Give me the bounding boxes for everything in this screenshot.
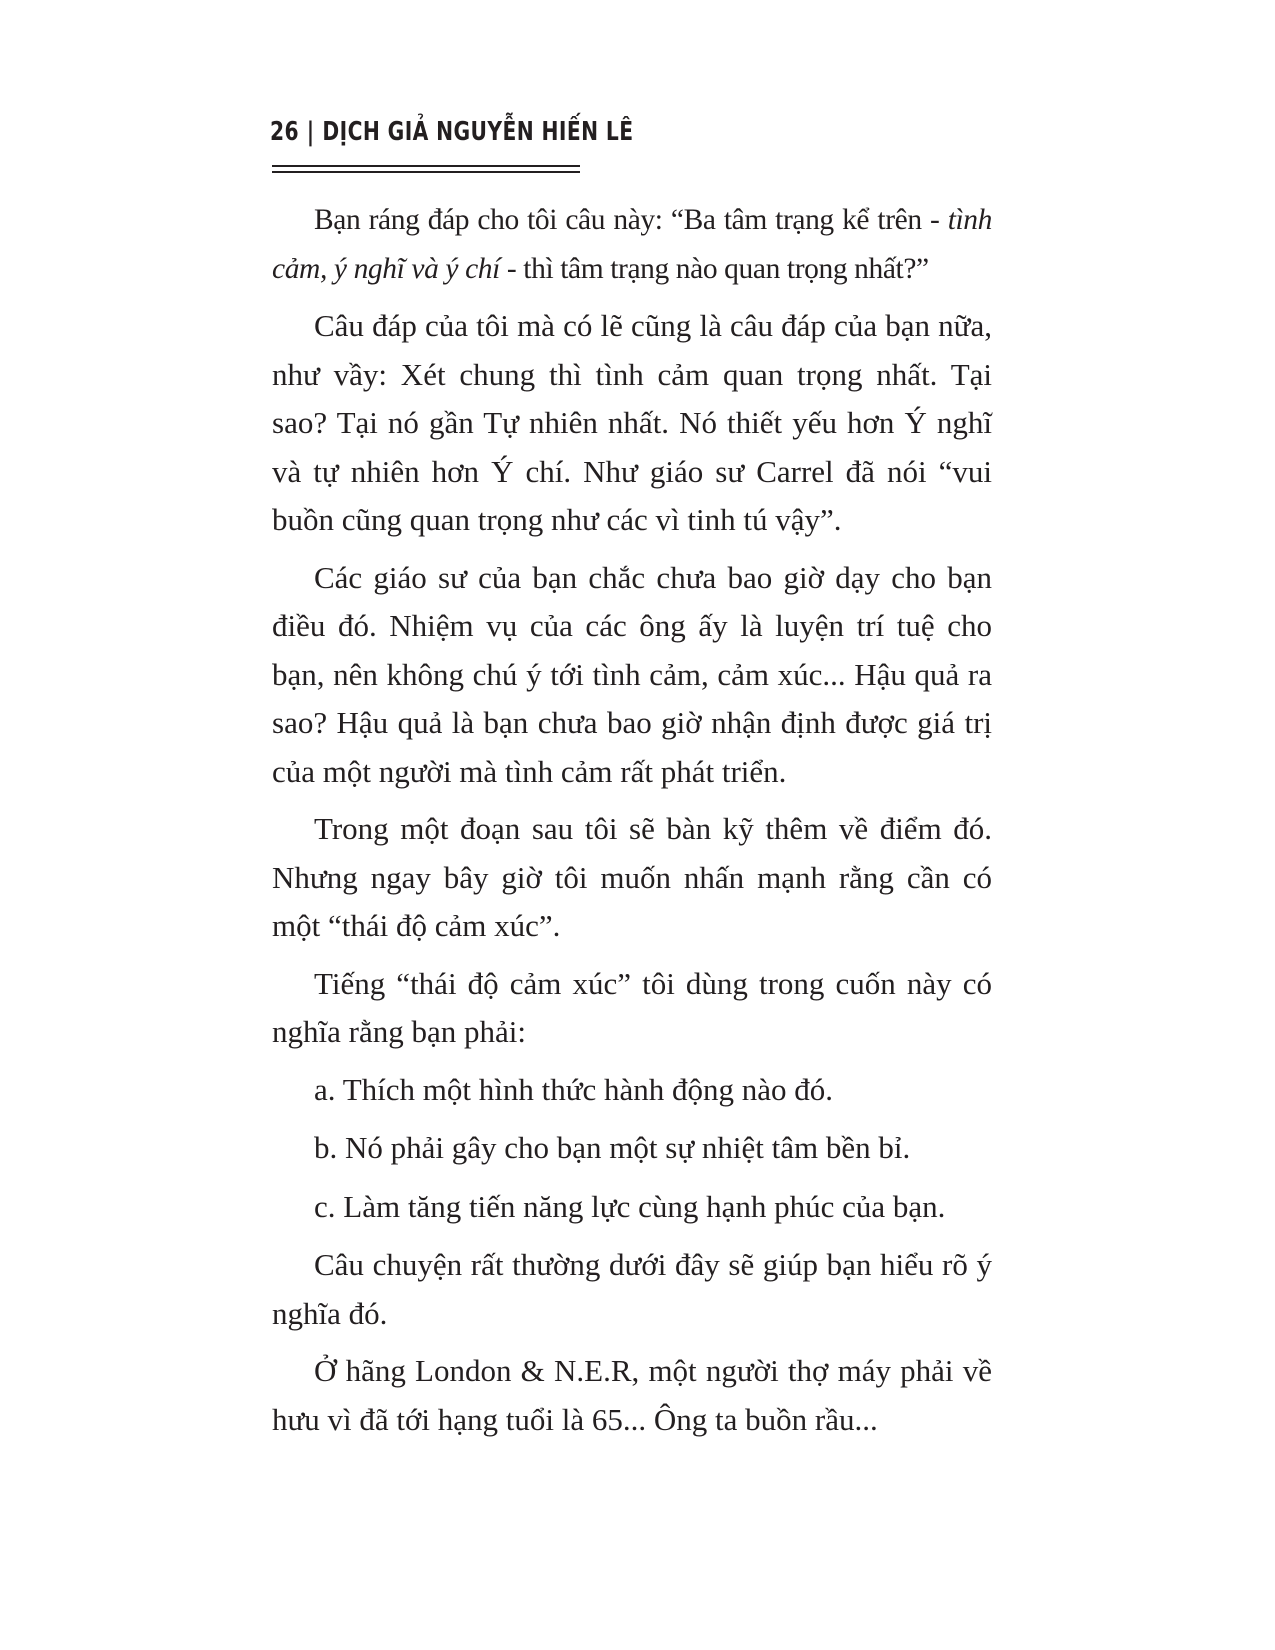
header-title: DỊCH GIẢ NGUYỄN HIẾN LÊ — [322, 117, 634, 147]
running-header — [270, 117, 633, 147]
header-rule-top — [272, 165, 580, 167]
paragraph-answer: Câu đáp của tôi mà có lẽ cũng là câu đáp của bạn nữa, như vầy: Xét chung thì tình cảm quan trọng nhất. Tại sao? Tại nó gần Tự nhiên nhất. Nó thiết yếu hơn Ý nghĩ và tự nhiên hơn Ý chí. Như giáo sư Carrel đã nói “vui buồn cũng quan trọng như các vì tinh tú vậy”. — [272, 308, 992, 537]
list-item-c: c. Làm tăng tiến năng lực cùng hạnh phúc của bạn. — [314, 1188, 946, 1224]
paragraph-question-text-a: Bạn ráng đáp cho tôi câu này: “Ba tâm trạng kể trên - — [314, 204, 948, 236]
paragraph-emotional-attitude: Trong một đoạn sau tôi sẽ bàn kỹ thêm về điểm đó. Nhưng ngay bây giờ tôi muốn nhấn mạnh rằng cần có một “thái độ cảm xúc”. — [272, 811, 992, 943]
header-rule-bottom — [272, 171, 580, 173]
paragraph-question — [272, 196, 992, 293]
paragraph-question-emphasis: tình cảm, ý nghĩ và ý chí — [272, 204, 992, 285]
page-body — [272, 196, 992, 1453]
list-item-b: b. Nó phải gây cho bạn một sự nhiệt tâm bền bỉ. — [314, 1130, 911, 1165]
paragraph-story: Ở hãng London & N.E.R, một người thợ máy phải về hưu vì đã tới hạng tuổi là 65... Ông ta buồn rầu... — [272, 1353, 992, 1437]
header-separator: | — [306, 117, 315, 147]
paragraph-professors: Các giáo sư của bạn chắc chưa bao giờ dạy cho bạn điều đó. Nhiệm vụ của các ông ấy là luyện trí tuệ cho bạn, nên không chú ý tới tình cảm, cảm xúc... Hậu quả ra sao? Hậu quả là bạn chưa bao giờ nhận định được giá trị của một người mà tình cảm rất phát triển. — [272, 559, 992, 789]
list-item-a: a. Thích một hình thức hành động nào đó. — [314, 1071, 834, 1107]
paragraph-story-intro: Câu chuyện rất thường dưới đây sẽ giúp bạn hiểu rõ ý nghĩa đó. — [272, 1247, 992, 1331]
page-number: 26 — [270, 117, 300, 147]
paragraph-question-text-b: - thì tâm trạng nào quan trọng nhất?” — [499, 252, 929, 285]
paragraph-definition: Tiếng “thái độ cảm xúc” tôi dùng trong cuốn này có nghĩa rằng bạn phải: — [272, 965, 992, 1049]
